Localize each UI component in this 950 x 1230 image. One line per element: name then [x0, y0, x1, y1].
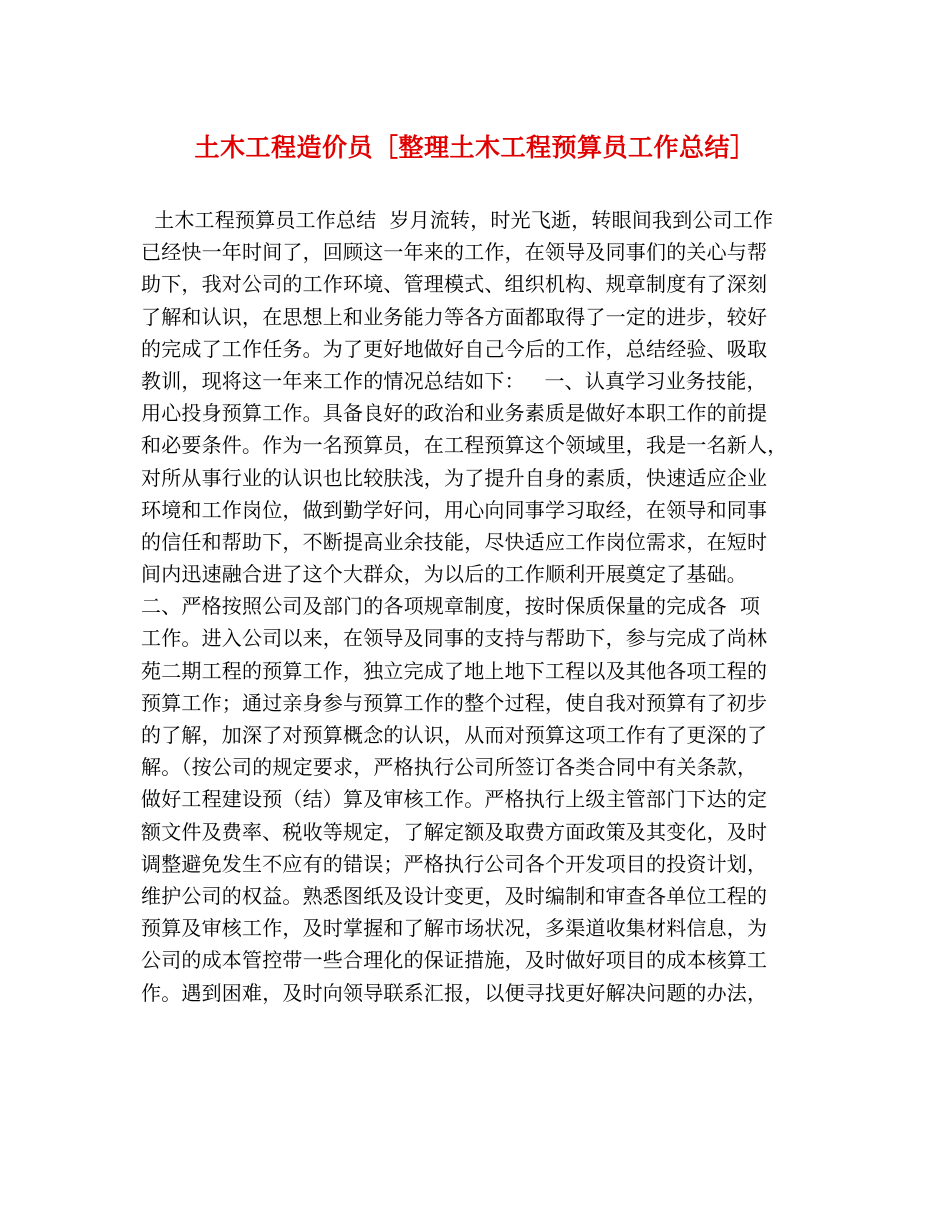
body-line: 二、严格按照公司及部门的各项规章制度，按时保质保量的完成各 项 — [141, 594, 761, 619]
body-line: 公司的成本管控带一些合理化的保证措施，及时做好项目的成本核算工 — [141, 948, 768, 973]
body-line: 做好工程建设预（结）算及审核工作。严格执行上级主管部门下达的定 — [141, 787, 768, 812]
body-line: 了解和认识，在思想上和业务能力等各方面都取得了一定的进步，较好 — [141, 304, 768, 329]
body-line: 预算及审核工作，及时掌握和了解市场状况，多渠道收集材料信息，为 — [141, 916, 768, 941]
body-line: 已经快一年时间了，回顾这一年来的工作，在领导及同事们的关心与帮 — [141, 240, 768, 265]
body-line: 的完成了工作任务。为了更好地做好自己今后的工作，总结经验、吸取 — [141, 336, 768, 361]
body-line: 维护公司的权益。熟悉图纸及设计变更，及时编制和审查各单位工程的 — [141, 883, 768, 908]
body-line: 土木工程预算员工作总结 岁月流转，时光飞逝，转眼间我到公司工作 — [141, 208, 774, 232]
body-line: 的了解，加深了对预算概念的认识，从而对预算这项工作有了更深的了 — [141, 723, 768, 747]
body-line: 作。遇到困难，及时向领导联系汇报，以便寻找更好解决问题的办法， — [141, 980, 768, 1005]
body-line: 教训，现将这一年来工作的情况总结如下： 一、认真学习业务技能， — [141, 368, 767, 393]
body-line: 和必要条件。作为一名预算员，在工程预算这个领域里，我是一名新人， — [141, 433, 788, 458]
body-line: 调整避免发生不应有的错误；严格执行公司各个开发项目的投资计划， — [141, 851, 768, 876]
body-line: 环境和工作岗位，做到勤学好问，用心向同事学习取经，在领导和同事 — [141, 497, 768, 522]
body-line: 额文件及费率、税收等规定，了解定额及取费方面政策及其变化，及时 — [141, 819, 768, 844]
body-line: 用心投身预算工作。具备良好的政治和业务素质是做好本职工作的前提 — [141, 401, 768, 426]
body-line: 工作。进入公司以来，在领导及同事的支持与帮助下，参与完成了尚林 — [141, 626, 768, 651]
document-body — [141, 204, 821, 1009]
body-line: 的信任和帮助下，不断提高业余技能，尽快适应工作岗位需求，在短时 — [141, 529, 768, 554]
body-line: 助下，我对公司的工作环境、管理模式、组织机构、规章制度有了深刻 — [141, 272, 768, 297]
document-title: 土木工程造价员［整理土木工程预算员工作总结］ — [194, 133, 756, 162]
body-line: 对所从事行业的认识也比较肤浅，为了提升自身的素质，快速适应企业 — [141, 465, 768, 490]
body-line: 预算工作；通过亲身参与预算工作的整个过程，使自我对预算有了初步 — [141, 690, 768, 715]
body-line: 苑二期工程的预算工作，独立完成了地上地下工程以及其他各项工程的 — [141, 658, 768, 683]
body-line: 间内迅速融合进了这个大群众，为以后的工作顺利开展奠定了基础。 — [141, 562, 747, 587]
body-line: 解。（按公司的规定要求，严格执行公司所签订各类合同中有关条款， — [141, 755, 758, 780]
